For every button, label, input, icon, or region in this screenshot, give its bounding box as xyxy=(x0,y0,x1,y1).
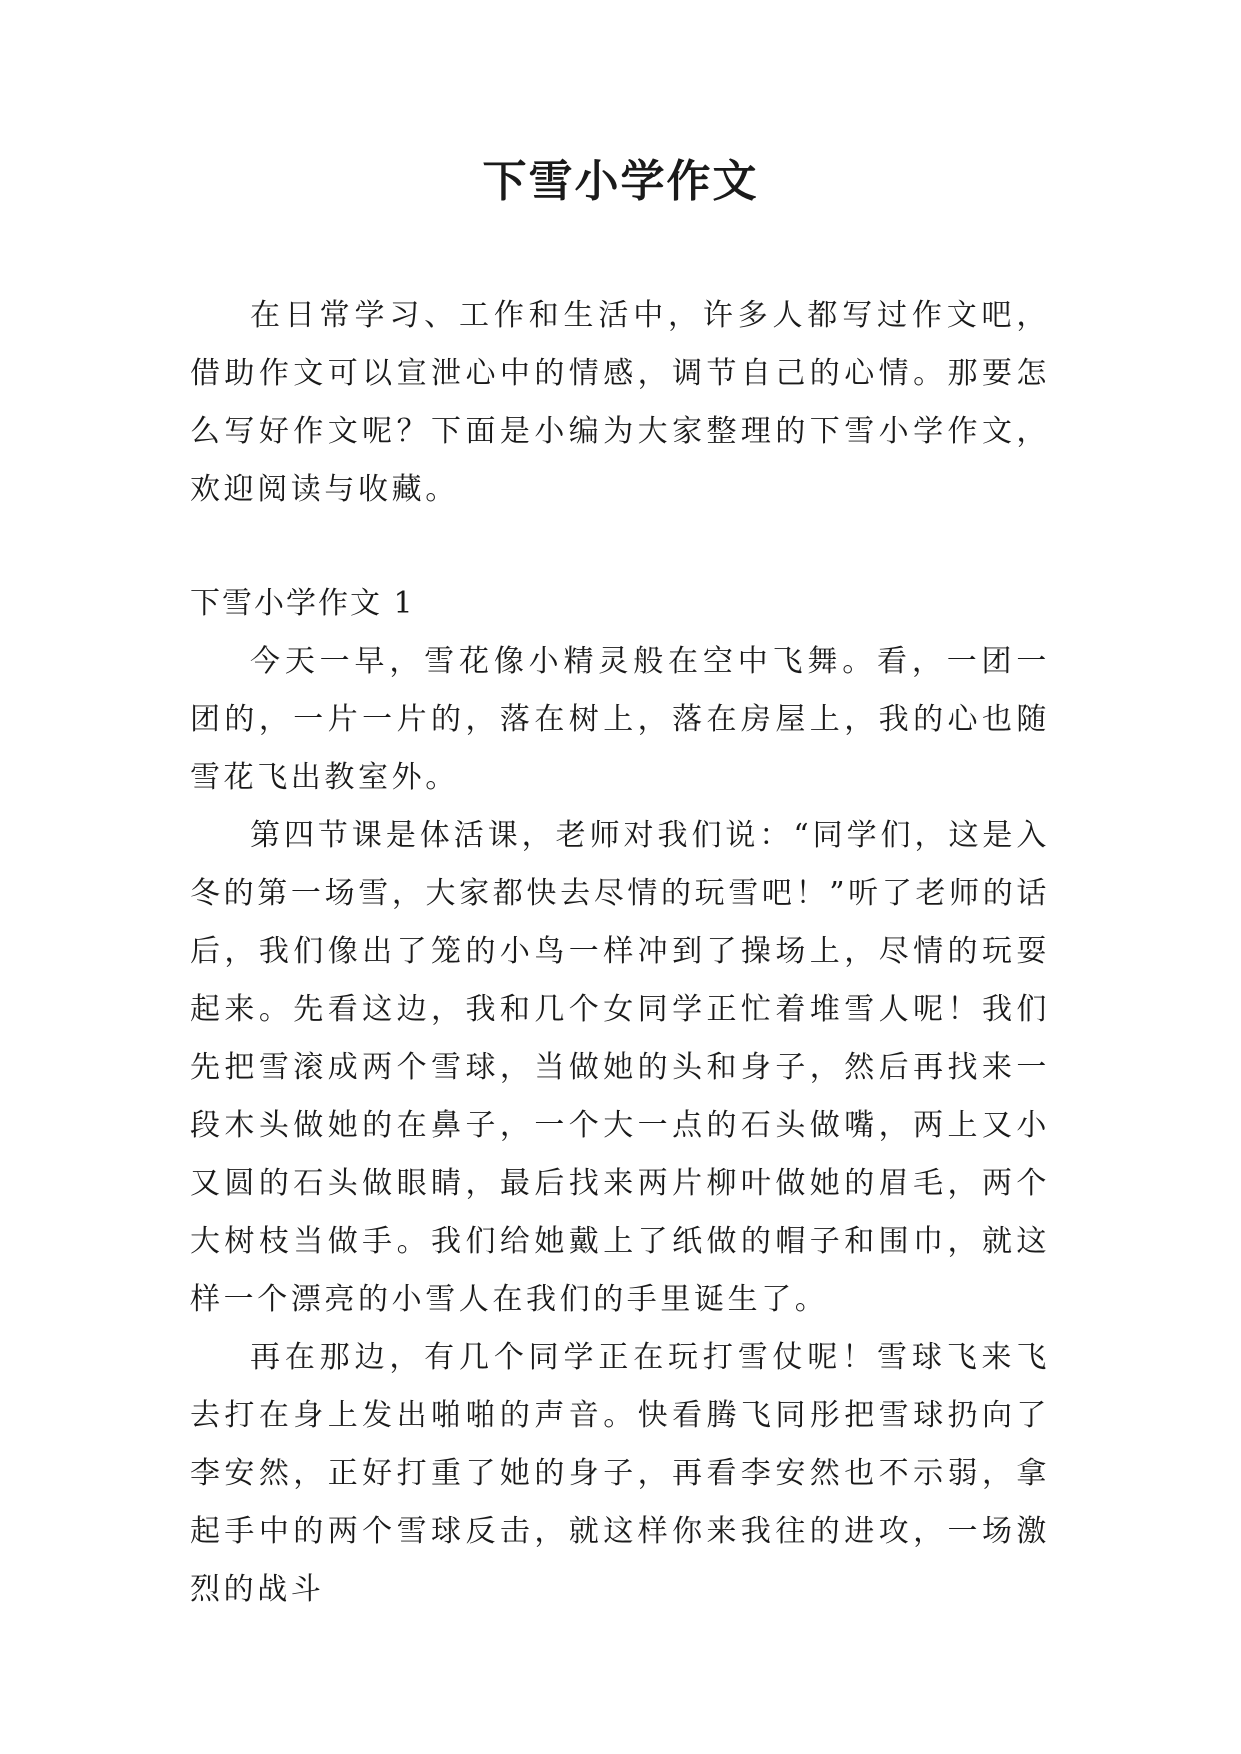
document-title: 下雪小学作文 xyxy=(482,156,759,207)
body-paragraph: 再在那边，有几个同学正在玩打雪仗呢！雪球飞来飞去打在身上发出啪啪的声音。快看腾飞同彤把雪球扔向了李安然，正好打重了她的身子，再看李安然也不示弱，拿起手中的两个雪球反击，就这样你来我往的进攻，一场激烈的战斗 xyxy=(190,1340,1050,1607)
body-paragraph: 今天一早，雪花像小精灵般在空中飞舞。看，一团一团的，一片一片的，落在树上，落在房屋上，我的心也随雪花飞出教室外。 xyxy=(190,644,1050,795)
body-paragraph: 第四节课是体活课，老师对我们说：“同学们，这是入冬的第一场雪，大家都快去尽情的玩雪吧！”听了老师的话后，我们像出了笼的小鸟一样冲到了操场上，尽情的玩耍起来。先看这边，我和几个女同学正忙着堆雪人呢！我们先把雪滚成两个雪球，当做她的头和身子，然后再找来一段木头做她的在鼻子，一个大一点的石头做嘴，两上又小又圆的石头做眼睛，最后找来两片柳叶做她的眉毛，两个大树枝当做手。我们给她戴上了纸做的帽子和围巾，就这样一个漂亮的小雪人在我们的手里诞生了。 xyxy=(190,818,1050,1317)
document-body xyxy=(190,287,1050,1619)
section-heading: 下雪小学作文 1 xyxy=(190,586,415,621)
intro-paragraph: 在日常学习、工作和生活中，许多人都写过作文吧，借助作文可以宣泄心中的情感，调节自己的心情。那要怎么写好作文呢？下面是小编为大家整理的下雪小学作文，欢迎阅读与收藏。 xyxy=(190,298,1050,507)
